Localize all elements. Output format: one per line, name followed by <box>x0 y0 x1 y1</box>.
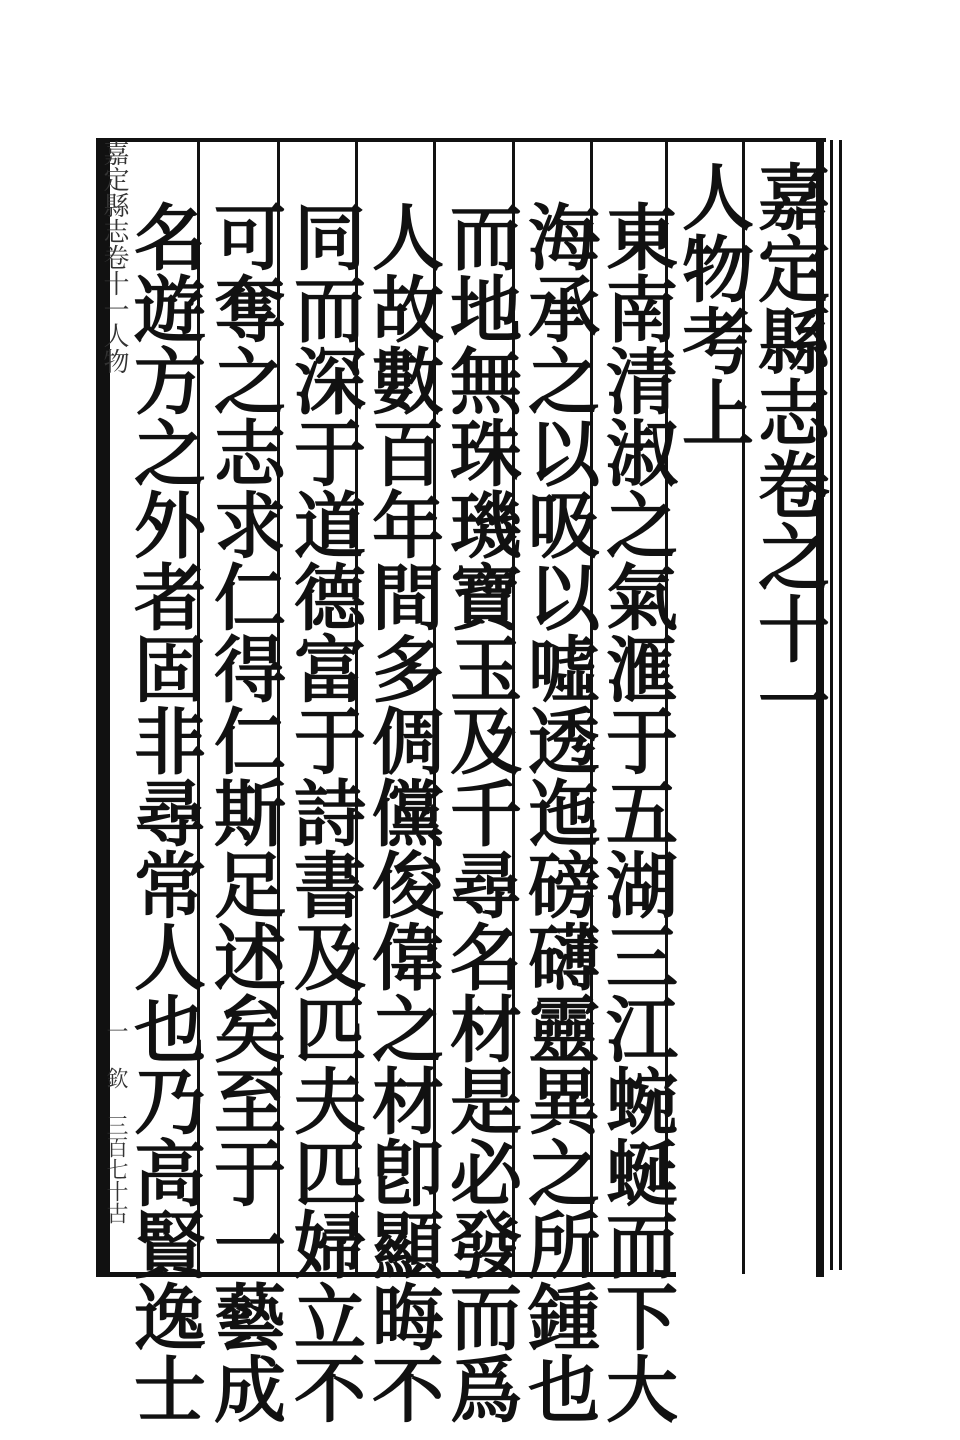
frame-top-border <box>96 138 826 142</box>
text-column-4: 人故數百年間多倜儻俊偉之材卽顯晦不 <box>360 200 445 1424</box>
text-column-7: 名遊方之外者固非尋常人也乃高賢逸士 <box>122 200 207 1424</box>
fold-title: 嘉定縣志卷十一人物 <box>99 140 129 374</box>
text-column-1: 東南清淑之氣滙于五湖三江蜿蜒而下大 <box>594 200 679 1424</box>
chapter-title: 人物考上 <box>670 160 755 448</box>
text-column-5: 同而深于道德富于詩書及匹夫匹婦立不 <box>282 200 367 1424</box>
volume-title: 嘉定縣志卷之十一 <box>746 160 831 736</box>
text-column-3: 而地無珠璣寶玉及千尋名材是必發而爲 <box>438 200 523 1424</box>
right-fold-lines <box>830 140 842 1270</box>
fold-page-number: 一 欽 三百七十古 <box>103 1020 128 1224</box>
text-column-6: 可奪之志求仁得仁斯足述矣至于一藝成 <box>202 200 287 1424</box>
text-column-2: 海承之以吸以噓透迤磅礴靈異之所鍾也 <box>516 200 601 1424</box>
